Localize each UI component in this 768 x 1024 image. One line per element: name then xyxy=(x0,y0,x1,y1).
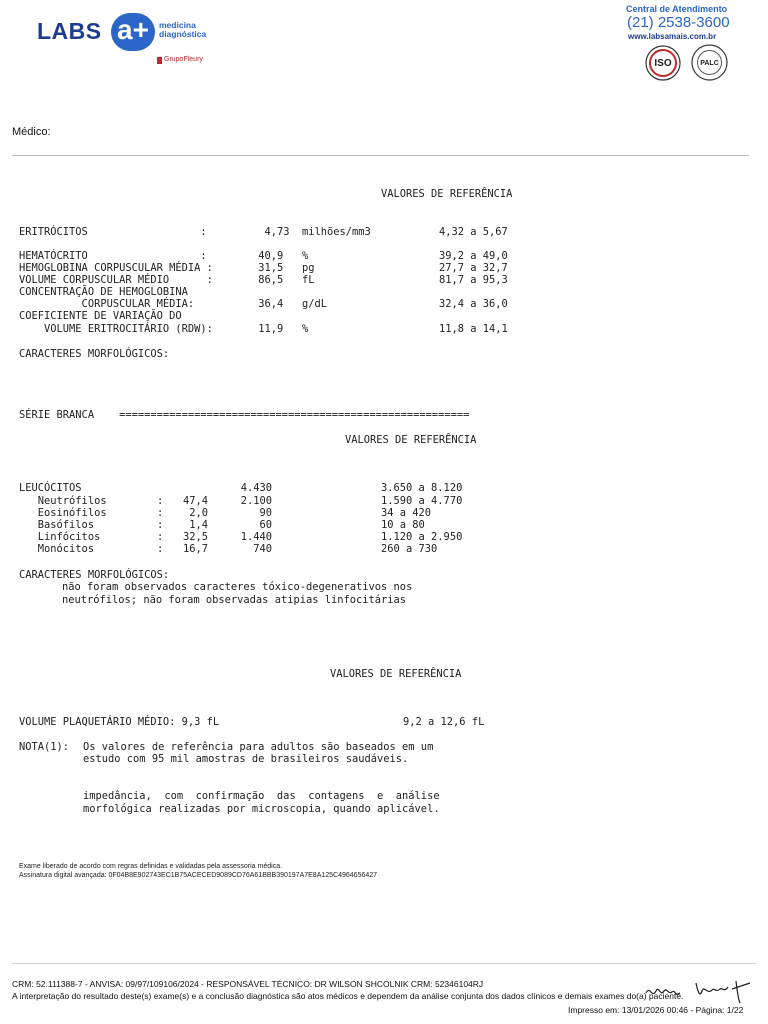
morph-label-red: CARACTERES MORFOLÓGICOS: xyxy=(19,348,170,360)
white-row-percent: 1,4 xyxy=(182,519,208,531)
morph-text-line2: neutrófilos; não foram observadas atipias linfocitárias xyxy=(62,594,407,606)
white-row-percent: 2,0 xyxy=(182,507,208,519)
white-row-absolute: 1.440 xyxy=(240,531,272,543)
iso-label: ISO xyxy=(654,58,672,69)
red-row-value: 36,4 xyxy=(252,298,284,310)
white-row-label: Neutrófilos xyxy=(19,495,107,507)
white-row-reference: 10 a 80 xyxy=(381,519,425,531)
red-row-unit: fL xyxy=(302,274,315,286)
white-row-label: Linfócitos xyxy=(19,531,101,543)
red-row-unit: g/dL xyxy=(302,298,328,310)
white-row-label: LEUCÓCITOS xyxy=(19,482,82,494)
red-row-value: 11,9 xyxy=(252,323,284,335)
grupo-fleury-icon xyxy=(157,57,162,64)
white-row-percent: 47,4 xyxy=(182,495,208,507)
contact-website-link[interactable]: www.labsamais.com.br xyxy=(628,32,717,41)
vpm-reference: 9,2 a 12,6 fL xyxy=(403,716,485,728)
red-row-label: VOLUME ERITROCITÁRIO (RDW): xyxy=(19,323,213,335)
red-row-label: COEFICIENTE DE VARIAÇÃO DO xyxy=(19,310,182,322)
footer-divider xyxy=(12,963,756,964)
red-row-label: VOLUME CORPUSCULAR MÉDIO : xyxy=(19,274,213,286)
white-row-separator: : xyxy=(157,519,164,531)
red-row-reference: 11,8 a 14,1 xyxy=(439,323,508,335)
contact-center-label: Central de Atendimento xyxy=(626,4,728,14)
white-row-percent: 32,5 xyxy=(182,531,208,543)
ref-heading-white: VALORES DE REFERÊNCIA xyxy=(345,434,477,446)
contact-phone: (21) 2538-3600 xyxy=(627,14,730,31)
nota-line2: estudo com 95 mil amostras de brasileiros saudáveis. xyxy=(83,753,409,765)
method-line1: impedância, com confirmação das contagens e análise xyxy=(83,790,440,802)
white-row-separator: : xyxy=(157,531,164,543)
iso-certification-icon xyxy=(645,45,681,81)
white-row-reference: 1.590 a 4.770 xyxy=(381,495,463,507)
red-row-value: 40,9 xyxy=(252,250,284,262)
ref-heading-platelets: VALORES DE REFERÊNCIA xyxy=(330,668,462,680)
red-row-unit: % xyxy=(302,250,309,262)
red-row-value: 31,5 xyxy=(252,262,284,274)
white-row-label: Basófilos xyxy=(19,519,95,531)
brand-logo-mark: a+ xyxy=(111,13,155,51)
white-row-reference: 260 a 730 xyxy=(381,543,438,555)
red-row-reference: 4,32 a 5,67 xyxy=(439,226,508,238)
white-row-reference: 34 a 420 xyxy=(381,507,432,519)
red-row-label: CORPUSCULAR MÉDIA: xyxy=(19,298,195,310)
nota-line1: Os valores de referência para adultos são baseados em um xyxy=(83,741,434,753)
footer-crm: CRM: 52.111388-7 - ANVISA: 09/97/109106/2024 - RESPONSÁVEL TÉCNICO: DR WILSON SHCOLNIK CRM: 52346104RJ xyxy=(12,979,484,989)
red-row-label: HEMOGLOBINA CORPUSCULAR MÉDIA : xyxy=(19,262,213,274)
red-row-unit: milhões/mm3 xyxy=(302,226,371,238)
brand-subtitle-line2: diagnóstica xyxy=(159,29,207,39)
method-line2: morfológica realizadas por microscopia, quando aplicável. xyxy=(83,803,440,815)
white-row-percent: 16,7 xyxy=(182,543,208,555)
brand-logo-text: LABS xyxy=(37,18,102,44)
grupo-fleury-label: GrupoFleury xyxy=(164,56,203,63)
palc-label: PALC xyxy=(700,60,719,67)
nota-label: NOTA(1): xyxy=(19,741,70,753)
white-row-separator: : xyxy=(157,543,164,555)
white-row-label: Eosinófilos xyxy=(19,507,107,519)
white-row-absolute: 90 xyxy=(259,507,272,519)
white-row-absolute: 60 xyxy=(259,519,272,531)
footer-printed-date-page: Impresso em: 13/01/2026 00:46 - Página: 1/22 xyxy=(568,1005,744,1015)
red-row-unit: % xyxy=(302,323,309,335)
white-row-reference: 3.650 a 8.120 xyxy=(381,482,463,494)
red-row-reference: 81,7 a 95,3 xyxy=(439,274,508,286)
red-row-label: HEMATÓCRITO : xyxy=(19,250,207,262)
red-row-value: 4,73 xyxy=(252,226,290,238)
digital-signature-hash: Assinatura digital avançada: 0F04B8E902743EC1B75ACECED9089CD76A61BBB390197A7E8A125C4964656427 xyxy=(19,872,378,879)
header-divider xyxy=(12,155,749,156)
red-row-label: CONCENTRAÇÃO DE HEMOGLOBINA xyxy=(19,286,188,298)
red-row-value: 86,5 xyxy=(252,274,284,286)
red-row-unit: pg xyxy=(302,262,315,274)
morph-text-line1: não foram observados caracteres tóxico-degenerativos nos xyxy=(62,581,413,593)
brand-subtitle-line1: medicina xyxy=(159,20,196,30)
release-note: Exame liberado de acordo com regras definidas e validadas pela assessoria médica. xyxy=(19,863,283,870)
footer-interpretation: A interpretação do resultado deste(s) exame(s) e a conclusão diagnóstica são atos médicos e dependem da análise conjunta dos dados clínicos e demais exames do(a) paciente. xyxy=(12,991,684,1001)
white-row-separator: : xyxy=(157,495,164,507)
vpm-line: VOLUME PLAQUETÁRIO MÉDIO: 9,3 fL xyxy=(19,716,220,728)
ref-heading-red: VALORES DE REFERÊNCIA xyxy=(381,188,513,200)
morph-label-white: CARACTERES MORFOLÓGICOS: xyxy=(19,569,170,581)
serie-branca-heading: SÉRIE BRANCA ======================================================== xyxy=(19,409,470,421)
red-row-reference: 32,4 a 36,0 xyxy=(439,298,508,310)
white-row-absolute: 4.430 xyxy=(240,482,272,494)
red-row-label: ERITRÓCITOS : xyxy=(19,226,207,238)
white-row-absolute: 740 xyxy=(253,543,272,555)
palc-certification-icon xyxy=(691,44,728,81)
white-row-label: Monócitos xyxy=(19,543,95,555)
red-row-reference: 39,2 a 49,0 xyxy=(439,250,508,262)
white-row-absolute: 2.100 xyxy=(240,495,272,507)
white-row-separator: : xyxy=(157,507,164,519)
white-row-reference: 1.120 a 2.950 xyxy=(381,531,463,543)
red-row-reference: 27,7 a 32,7 xyxy=(439,262,508,274)
medico-label: Médico: xyxy=(12,126,51,138)
